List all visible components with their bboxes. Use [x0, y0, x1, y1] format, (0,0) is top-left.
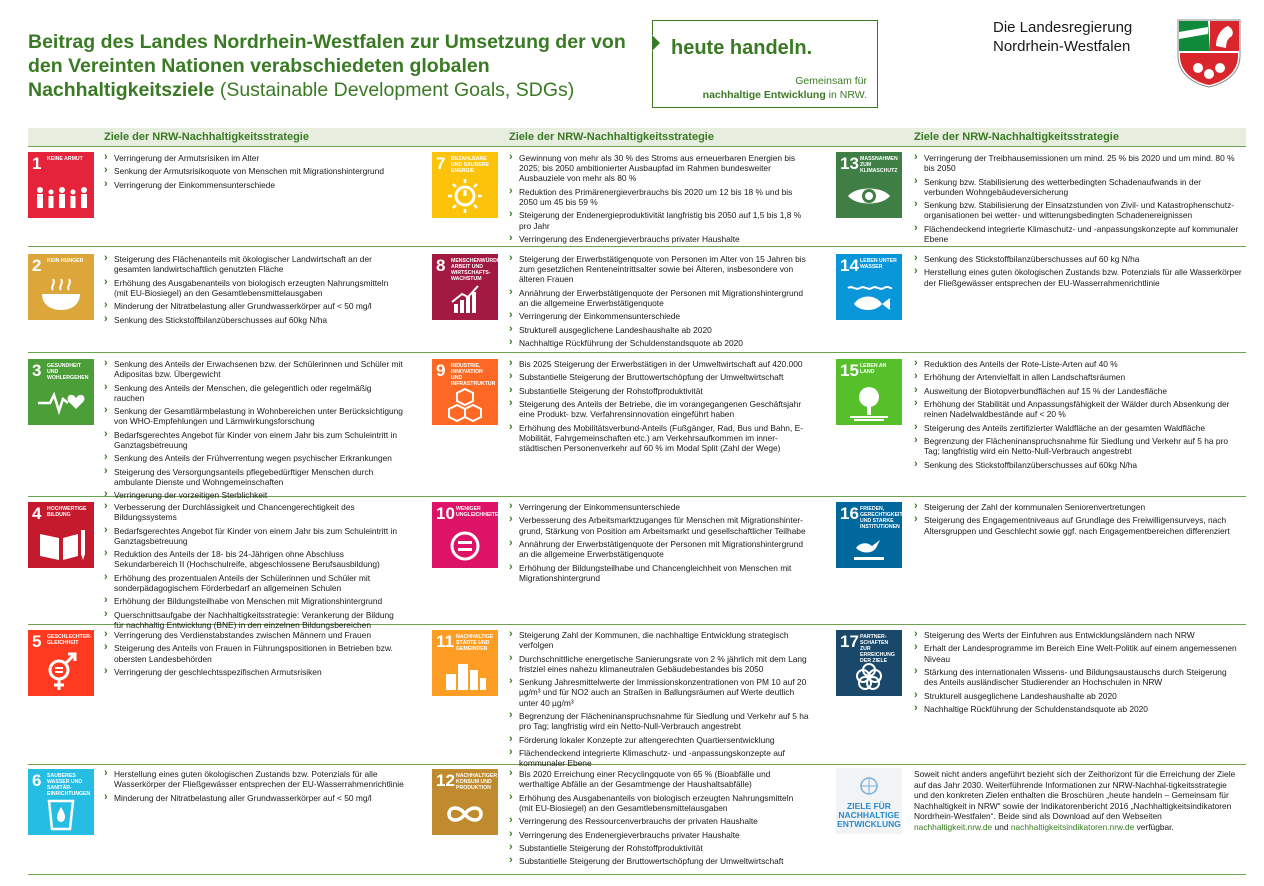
goal-item: › Senkung der Gesamtlärmbelastung in Wohnbereichen unter Berücksichtigung von WHO-Empfehlungen und Lärmwirkungsforschung — [104, 406, 404, 426]
goal-item: › Erhöhung des Ausgabenanteils von biologisch erzeugten Nahrungsmitteln (mit EU-Biosiegel) an den Gesamtlebensmittelausgaben — [509, 793, 809, 813]
sdg-number: 1 — [32, 154, 42, 173]
goal-item: › Verringerung des Verdienstabstandes zwischen Männern und Frauen — [104, 630, 404, 640]
sdg-1-goals — [104, 153, 404, 193]
sdg-number: 11 — [436, 632, 454, 651]
heute-line1: Gemeinsam für — [795, 75, 867, 87]
link-indikatoren[interactable]: nachhaltigkeitsindikatoren.nrw.de — [1010, 821, 1135, 832]
logo-line2: NACHHALTIGE — [838, 810, 900, 820]
goal-item: › Begrenzung der Flächeninanspruchsnahme für Siedlung und Verkehr auf 5 ha pro Tag; langfristig wird ein Netto-Null-Verbrauch angestrebt — [914, 436, 1242, 456]
sdg-8-goals — [509, 254, 809, 352]
dove-gavel-icon — [836, 502, 902, 568]
goal-item: › Steigerung der Endenergieproduktivität langfristig bis 2050 auf 1,5 bis 1,8 % pro Jahr — [509, 210, 809, 230]
sdg-11-goals — [509, 630, 809, 772]
sdg-number: 8 — [436, 256, 446, 275]
footnote — [914, 769, 1242, 832]
goal-item: › Verringerung der vorzeitigen Sterblichkeit — [104, 490, 404, 500]
sdg-number: 6 — [32, 771, 42, 790]
logo-line3: ENTWICKLUNG — [837, 819, 901, 829]
goal-item: › Erhöhung der Bildungsteilhabe von Menschen mit Migrationshintergrund — [104, 596, 404, 606]
goal-item: › Gewinnung von mehr als 30 % des Stroms aus erneuerbaren Energien bis 2025; bis 2050 ambitionierter Ausbaupfad im Rahmen bundesweiter Ausbauziele von mehr als 80 % — [509, 153, 809, 184]
footnote-and: und — [992, 821, 1011, 832]
goal-item: › Verringerung des Ressourcenverbrauchs der privaten Haushalte — [509, 816, 809, 826]
goal-item: › Förderung lokaler Konzepte zur altengerechten Quartiersentwicklung — [509, 735, 809, 745]
goal-item: › Verbesserung der Durchlässigkeit und Chancengerechtigkeit des Bildungssystems — [104, 502, 404, 522]
sdg-number: 7 — [436, 154, 446, 173]
sdg-number: 12 — [436, 771, 455, 790]
column-heading-1: Ziele der NRW-Nachhaltigkeitsstrategie — [104, 131, 309, 143]
goal-item: › Bedarfsgerechtes Angebot für Kinder von einem Jahr bis zum Schuleintritt in Ganztagsbetreuung — [104, 430, 404, 450]
sdg-label: GESCHLECHTER-GLEICHHEIT — [47, 634, 92, 646]
goal-item: › Senkung des Stickstoffbilanzüberschusses auf 60kg N/ha — [914, 460, 1242, 470]
sdg-label: KEINE ARMUT — [47, 156, 83, 162]
heute-line2-rest: in NRW. — [825, 89, 867, 101]
sdg-10-goals — [509, 502, 809, 586]
sdg-label: BEZAHLBARE UND SAUBERE ENERGIE — [451, 156, 490, 174]
sdg-1-tile — [28, 152, 94, 218]
sdg-7-goals — [509, 153, 809, 247]
goal-item: › Senkung bzw. Stabilisierung des wetterbedingten Schadenaufwands in der verbunden Wohngebäudeversicherung — [914, 177, 1242, 197]
sdg-13-goals — [914, 153, 1242, 247]
book-icon — [28, 502, 94, 568]
sdg-10-tile — [432, 502, 503, 568]
goal-item: › Senkung des Anteils der Menschen, die gelegentlich oder regelmäßig rauchen — [104, 383, 404, 403]
gov-line2: Nordrhein-Westfalen — [993, 38, 1131, 55]
sdg-number: 16 — [840, 504, 859, 523]
sdg-11-tile — [432, 630, 498, 696]
sdg-label: MASSNAHMEN ZUM KLIMASCHUTZ — [860, 156, 898, 174]
goal-item: › Bis 2020 Erreichung einer Recyclingquote von 65 % (Bioabfälle und werthaltige Abfälle an der Gesamtmenge der Haushaltsabfälle) — [509, 769, 809, 789]
sdg-label: NACHHALTIGE STÄDTE UND GEMEINDEN — [456, 634, 494, 652]
goal-item: › Senkung der Armutsrisikoquote von Menschen mit Migrationshintergrund — [104, 166, 404, 176]
footnote-tail: verfügbar. — [1134, 821, 1174, 832]
goal-item: › Verringerung der Treibhausemissionen um mind. 25 % bis 2020 und um mind. 80 % bis 2050 — [914, 153, 1242, 173]
sdg-5-goals — [104, 630, 404, 680]
sdg-number: 4 — [32, 504, 42, 523]
water-glass-icon — [28, 769, 94, 835]
goal-item: › Herstellung eines guten ökologischen Zustands bzw. Potenzials für alle Wasserkörper der Fließgewässer entsprechen der EU-Wasserrahmenrichtlinie — [104, 769, 404, 789]
sdg-label: GESUNDHEIT UND WOHLERGEHEN — [47, 363, 89, 381]
goal-item: › Nachhaltige Rückführung der Schuldenstandsquote ab 2020 — [509, 338, 809, 348]
goal-item: › Annährung der Erwerbstätigenquote der Personen mit Migrationshintergrund an die allgemeine Erwerbstätigenquote — [509, 288, 809, 308]
sdg-16-goals — [914, 502, 1242, 539]
sdg-label: WENIGER UNGLEICHHEITEN — [456, 506, 503, 518]
partnership-rings-icon — [836, 630, 902, 696]
goal-item: › Querschnittsaufgabe der Nachhaltigkeitsstrategie: Verankerung der Bildung für nachhaltig Entwicklung (BNE) in den einzelnen Bildungsbereichen — [104, 610, 404, 630]
sdg-13-tile — [836, 152, 902, 218]
goal-item: › Substantielle Steigerung der Bruttowertschöpfung der Umweltwirtschaft — [509, 856, 809, 866]
sun-power-icon — [432, 152, 498, 218]
goal-item: › Verringerung des Endenergieverbrauchs privater Haushalte — [509, 830, 809, 840]
goal-item: › Herstellung eines guten ökologischen Zustands bzw. Potenzials für alle Wasserkörper der Fließgewässer entsprechen der EU-Wasserrahmenrichtlinie — [914, 267, 1242, 287]
sdg-label: INDUSTRIE, INNOVATION UND INFRASTRUKTUR — [451, 363, 496, 387]
sdg-9-goals — [509, 359, 809, 457]
sdg-3-tile — [28, 359, 94, 425]
cubes-icon — [432, 359, 498, 425]
goal-item: › Verringerung der Armutsrisiken im Alter — [104, 153, 404, 163]
goal-item: › Verringerung der Einkommensunterschiede — [104, 180, 404, 190]
sdg-label: LEBEN AN LAND — [860, 363, 887, 375]
title-plain: (Sustainable Development Goals, SDGs) — [219, 79, 575, 101]
goal-item: › Verringerung der Einkommensunterschiede — [509, 502, 809, 512]
footnote-text: Soweit nicht anders angeführt bezieht sich der Zeithorizont für die Erreichung der Ziele auf das Jahr 2030. Weiterführende Informationen zur NRW-Nachhal-tigkeitsstrategie und den konkreten Zielen enthalten die Broschüren „heute handeln – Gemeinsam für Nachhaltigkeit in NRW“ sowie der Indikatorenbericht 2016 „Nachhaltigkeitsindikatoren Nordrhein-Westfalen“. Beide sind als Download auf den Webseiten — [914, 769, 1236, 821]
sdg-label: NACHHALTIGER KONSUM UND PRODUKTION — [456, 773, 498, 791]
goal-item: › Substantielle Steigerung der Rohstoffproduktivität — [509, 386, 809, 396]
title-bold: Beitrag des Landes Nordrhein-Westfalen zur Umsetzung der von den Vereinten Nationen verabschiedeten globalen Nachhaltigkeitsziele — [28, 31, 626, 101]
goal-item: › Steigerung des Versorgungsanteils pflegebedürftiger Menschen durch ambulante Dienste und Wohngemeinschaften — [104, 467, 404, 487]
sdg-number: 5 — [32, 632, 42, 651]
goal-item: › Flächendeckend integrierte Klimaschutz- und -anpassungskonzepte auf kommunaler Ebene — [914, 224, 1242, 244]
goal-item: › Erhöhung des Mobilitätsverbund-Anteils (Fußgänger, Rad, Bus und Bahn, E-Mobilität, Fahrgemeinschaften etc.) am Verkehrsaufkommen im inner-städtischen Personenverkehr auf 60 % im Modal Split (Zahl der Wege) — [509, 423, 809, 454]
goal-item: › Senkung des Anteils der Erwachsenen bzw. der Schülerinnen und Schüler mit Adipositas bzw. Übergewicht — [104, 359, 404, 379]
sdg-7-tile — [432, 152, 498, 218]
sdg-label: SAUBERES WASSER UND SANITÄR-EINRICHTUNGEN — [47, 773, 91, 797]
sdg-number: 13 — [840, 154, 859, 173]
fish-icon — [836, 254, 902, 320]
sdg-12-goals — [509, 769, 809, 870]
goal-item: › Annährung der Erwerbstätigenquote der Personen mit Migrationshintergrund an die allgemeine Erwerbstätigenquote — [509, 539, 809, 559]
sdg-number: 9 — [436, 361, 446, 380]
family-icon — [28, 152, 94, 218]
sdg-6-goals — [104, 769, 404, 806]
goal-item: › Senkung des Stickstoffbilanzüberschusses auf 60kg N/ha — [104, 315, 404, 325]
goal-item: › Erhalt der Landesprogramme im Bereich Eine Welt-Politik auf einem angemessenen Niveau — [914, 643, 1242, 663]
sdg-label: FRIEDEN, GERECHTIGKEIT UND STARKE INSTITUTIONEN — [860, 506, 903, 530]
sdg-2-tile — [28, 254, 94, 320]
goal-item: › Verringerung der geschlechtsspezifischen Armutsrisiken — [104, 667, 404, 677]
goal-item: › Durchschnittliche energetische Sanierungsrate von 2 % jährlich mit dem Lang fristziel eines nahezu klimaneutralen Gebäudebestandes bis 2050 — [509, 654, 809, 674]
goal-item: › Strukturell ausgeglichene Landeshaushalte ab 2020 — [914, 691, 1242, 701]
nrw-crest-icon — [1176, 18, 1242, 88]
goal-item: › Verbesserung des Arbeitsmarktzuganges für Menschen mit Migrationshinter-grund, Stärkung von Position am Arbeitsmarkt und gesellschaftlicher Teilhabe — [509, 515, 809, 535]
sdg-number: 14 — [840, 256, 859, 275]
row-divider — [28, 874, 1246, 875]
goal-item: › Steigerung des Anteils der Betriebe, die im vorangegangenen Geschäftsjahr eine Produkt- bzw. Verfahrensinnovation eingeführt haben — [509, 399, 809, 419]
sdg-label: LEBEN UNTER WASSER — [860, 258, 897, 270]
goal-item: › Senkung des Anteils der Frühverrentung wegen psychischer Erkrankungen — [104, 453, 404, 463]
heute-line2-bold: nachhaltige Entwicklung — [702, 89, 826, 101]
sdg-8-tile — [432, 254, 506, 320]
sdg-number: 2 — [32, 256, 42, 275]
sdg-2-goals — [104, 254, 404, 328]
goal-item: › Steigerung des Engagementniveaus auf Grundlage des Freiwilligensurveys, nach Altersgruppen und Geschlecht sowie ggf. nach Engagementbereichen differenziert — [914, 515, 1242, 535]
sdg-17-goals — [914, 630, 1242, 717]
goal-item: › Steigerung Zahl der Kommunen, die nachhaltige Entwicklung strategisch verfolgen — [509, 630, 809, 650]
sdg-number: 10 — [436, 504, 455, 523]
sdg-6-tile — [28, 769, 94, 835]
logo-line1: ZIELE FÜR — [847, 801, 891, 811]
sdg-5-tile — [28, 630, 94, 696]
row-divider — [28, 146, 1246, 147]
goal-item: › Reduktion des Anteils der 18- bis 24-Jährigen ohne Abschluss Sekundarbereich II (Hochschulreife, abgeschlossene Berufsausbildung) — [104, 549, 404, 569]
goal-item: › Erhöhung der Artenvielfalt in allen Landschaftsräumen — [914, 372, 1242, 382]
goal-item: › Flächendeckend integrierte Klimaschutz- und -anpassungskonzepte auf kommunaler Ebene — [509, 748, 809, 768]
page-title — [28, 30, 628, 102]
goal-item: › Reduktion des Primärenergieverbrauchs bis 2020 um 12 bis 18 % und bis 2050 um 45 bis 59 % — [509, 187, 809, 207]
tree-icon — [836, 359, 902, 425]
sdg-17-tile — [836, 630, 902, 696]
goal-item: › Erhöhung des prozentualen Anteils der Schülerinnen und Schüler mit sonderpädagogischem Förderbedarf an allgemeinen Schulen — [104, 573, 404, 593]
goal-item: › Bedarfsgerechtes Angebot für Kinder von einem Jahr bis zum Schuleintritt in Ganztagsbetreuung — [104, 526, 404, 546]
sdg-label: MENSCHENWÜRDIGE ARBEIT UND WIRTSCHAFTS-WACHSTUM — [451, 258, 506, 282]
growth-chart-icon — [432, 254, 506, 320]
sdg-number: 15 — [840, 361, 859, 380]
goal-item: › Nachhaltige Rückführung der Schuldenstandsquote ab 2020 — [914, 704, 1242, 714]
goal-item: › Minderung der Nitratbelastung aller Grundwasserkörper auf < 50 mg/l — [104, 793, 404, 803]
sdg-4-tile — [28, 502, 94, 568]
sdg-15-tile — [836, 359, 902, 425]
goal-item: › Substantielle Steigerung der Rohstoffproduktivität — [509, 843, 809, 853]
goal-item: › Reduktion des Anteils der Rote-Liste-Arten auf 40 % — [914, 359, 1242, 369]
goal-item: › Substantielle Steigerung der Bruttowertschöpfung der Umweltwirtschaft — [509, 372, 809, 382]
heute-handeln-logo — [652, 20, 878, 108]
sdg-16-tile — [836, 502, 902, 568]
goal-item: › Erhöhung der Stabilität und Anpassungsfähigkeit der Wälder durch Absenkung der reinen Nadelwaldbestände auf < 20 % — [914, 399, 1242, 419]
goal-item: › Minderung der Nitratbelastung aller Grundwasserkörper auf < 50 mg/l — [104, 301, 404, 311]
goal-item: › Steigerung der Zahl der kommunalen Seniorenvertretungen — [914, 502, 1242, 512]
sdg-label: PARTNER-SCHAFTEN ZUR ERREICHUNG DER ZIELE — [860, 634, 895, 664]
goal-item: › Stärkung des internationalen Wissens- und Bildungsaustauschs durch Steigerung des Anteils ausländischer Studierender an Hochschulen in NRW — [914, 667, 1242, 687]
sdg-4-goals — [104, 502, 404, 633]
arrow-icon — [652, 35, 660, 51]
goal-item: › Bis 2025 Steigerung der Erwerbstätigen in der Umweltwirtschaft auf 420.000 — [509, 359, 809, 369]
sdg-14-tile — [836, 254, 902, 320]
goal-item: › Ausweitung der Biotopverbundflächen auf 15 % der Landesfläche — [914, 386, 1242, 396]
goal-item: › Senkung bzw. Stabilisierung der Einsatzstunden von Zivil- und Katastrophenschutz-organisationen bei wetter- und witterungsbedingten Schadenereignissen — [914, 200, 1242, 220]
sdg-label: HOCHWERTIGE BILDUNG — [47, 506, 87, 518]
goal-item: › Verringerung der Einkommensunterschiede — [509, 311, 809, 321]
goal-item: › Strukturell ausgeglichene Landeshaushalte ab 2020 — [509, 325, 809, 335]
bowl-icon — [28, 254, 94, 320]
gov-line1: Die Landesregierung — [993, 19, 1133, 36]
infinity-icon — [432, 769, 498, 835]
sdg-15-goals — [914, 359, 1242, 473]
goal-item: › Steigerung des Anteils von Frauen in Führungspositionen in Betrieben bzw. obersten Landesbehörden — [104, 643, 404, 663]
column-heading-3: Ziele der NRW-Nachhaltigkeitsstrategie — [914, 131, 1119, 143]
government-name — [993, 18, 1132, 56]
goal-item: › Verringerung des Endenergieverbrauchs privater Haushalte — [509, 234, 809, 244]
goal-item: › Begrenzung der Flächeninanspruchsnahme für Siedlung und Verkehr auf 5 ha pro Tag; langfristig wird ein Netto-Null-Verbrauch angestrebt — [509, 711, 809, 731]
goal-item: › Erhöhung des Ausgabenanteils von biologisch erzeugten Nahrungsmitteln (mit EU-Biosiegel) an den Gesamtlebensmittelausgaben — [104, 278, 404, 298]
sdg-9-tile — [432, 359, 498, 425]
heartbeat-icon — [28, 359, 94, 425]
sdg-ziele-logo — [836, 768, 902, 834]
goal-item: › Steigerung des Flächenanteils mit ökologischer Landwirtschaft an der gesamten landwirtschaftlich genutzten Fläche — [104, 254, 404, 274]
sdg-3-goals — [104, 359, 404, 504]
goal-item: › Senkung Jahresmittelwerte der Immissionskonzentrationen von PM 10 auf 20 µg/m³ und für NO2 auch an Straßen in Ballungsräumen auf Werte deutlich unter 40 µg/m³ — [509, 677, 809, 708]
heute-big-text: heute handeln. — [671, 37, 813, 59]
row-divider — [28, 352, 1246, 353]
goal-item: › Steigerung des Anteils zertifizierter Waldfläche an der gesamten Waldfläche — [914, 423, 1242, 433]
sdg-number: 3 — [32, 361, 42, 380]
heute-line2 — [703, 89, 867, 101]
goal-item: › Erhöhung der Bildungsteilhabe und Chancengleichheit von Menschen mit Migrationshintergrund — [509, 563, 809, 583]
link-nachhaltigkeit[interactable]: nachhaltigkeit.nrw.de — [914, 821, 993, 832]
goal-item: › Senkung des Stickstoffbilanzüberschusses auf 60 kg N/ha — [914, 254, 1242, 264]
sdg-14-goals — [914, 254, 1242, 291]
goal-item: › Steigerung der Erwerbstätigenquote von Personen im Alter von 15 Jahren bis zum gesetzlichen Renteneintrittsalter sowie bei Älteren, insbesondere von älteren Frauen — [509, 254, 809, 285]
sdg-12-tile — [432, 769, 498, 835]
eye-globe-icon — [836, 152, 902, 218]
goal-item: › Steigerung des Werts der Einfuhren aus Entwicklungsländern nach NRW — [914, 630, 1242, 640]
equal-icon — [432, 502, 503, 568]
city-icon — [432, 630, 498, 696]
column-heading-2: Ziele der NRW-Nachhaltigkeitsstrategie — [509, 131, 714, 143]
sdg-number: 17 — [840, 632, 859, 651]
gender-icon — [28, 630, 94, 696]
sdg-label: KEIN HUNGER — [47, 258, 84, 264]
